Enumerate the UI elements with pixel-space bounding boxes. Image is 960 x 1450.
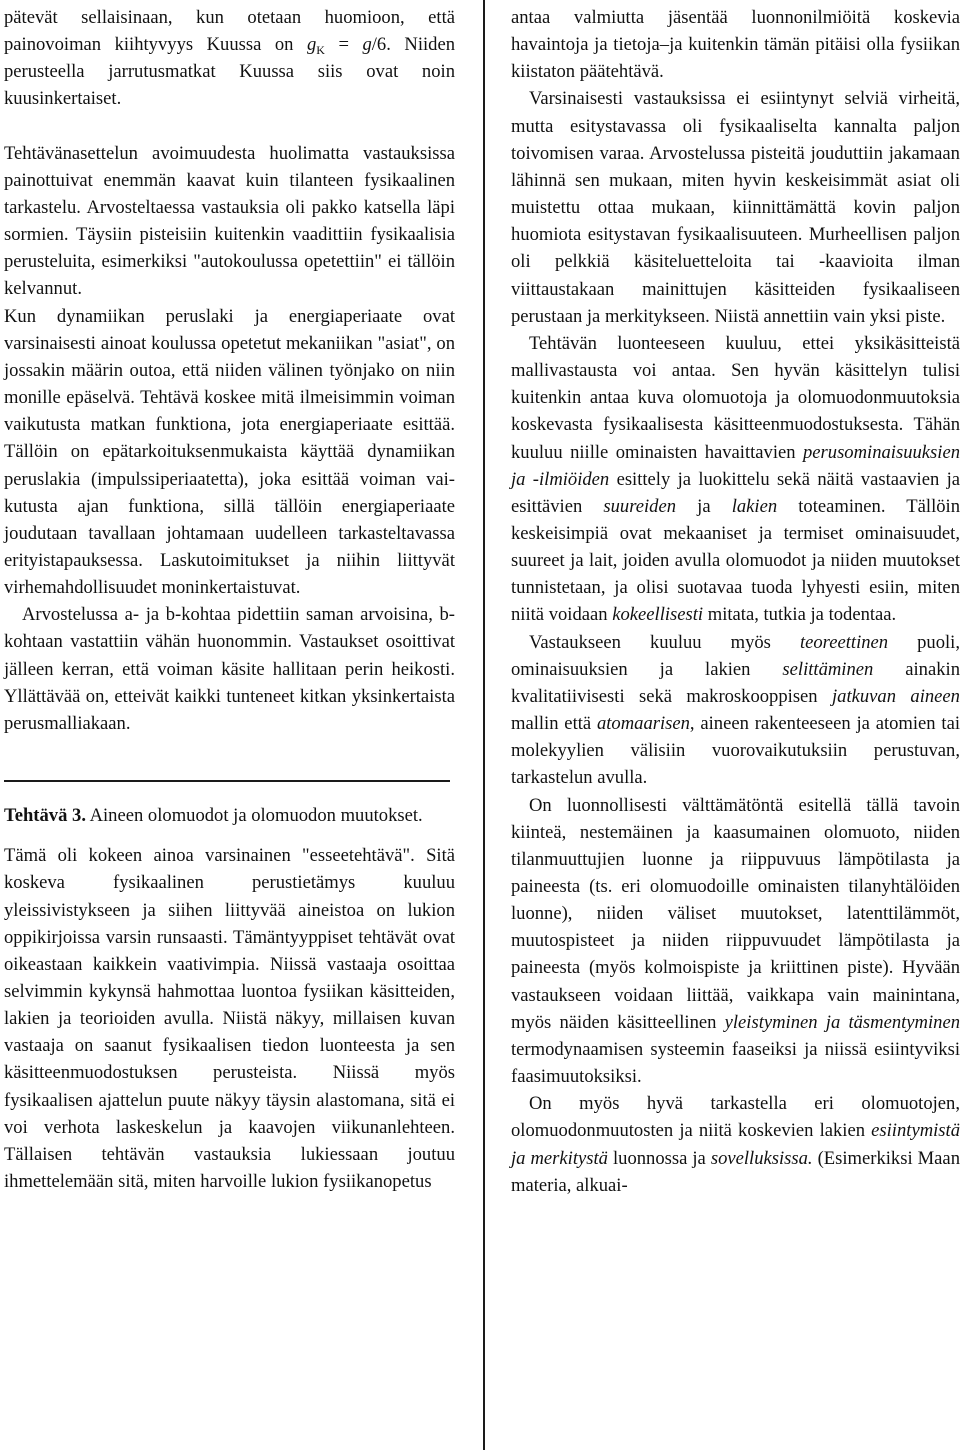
left-column [4,4,455,1195]
section-heading: Tehtävä 3. Aineen olomuodot ja olomuodon muutokset. [4,805,423,827]
paragraph: Tämä oli kokeen ainoa varsinainen "esseetehtävä". Sitä koskeva fysikaalinen perustietämys kuuluu yleissivistykseen ja siihen liittyvää aineistoa on lukion oppikirjoissa varsin runsaasti. Tämäntyyppiset tehtävät ovat oikeastaan kaikkein vaativimpia. Niissä vastaaja osoittaa selvimmin kykynsä hahmottaa luontoa fysiikan käsitteiden, lakien ja teorioiden avulla. Niistä näkyy, millaisen kuvan vastaaja on saanut fysikaalisen tiedon luonteesta ja sen käsitteenmuodostuksen perusteista. Niissä myös fysikaalisen ajattelun puute näkyy täysin alastomana, sitä ei voi verhota laskeskelun ja kaavojen viikunanlehteen. Tällaisen tehtävän vastauksia lukiessaan joutuu ihmettelemään sitä, miten harvoille lukion fysiikanopetus [4,845,455,1193]
paragraph: Tehtävänasettelun avoimuudesta huolimatta vastauksissa painottuivat enemmän kaavat kuin tilanteen fysikaalinen tarkastelu. Arvosteltaessa vastauksia oli pakko katsella läpi sormien. Täysiin pisteisiin kuitenkin vaadittiin fysikaalisia perusteluita, esimerkiksi "autokoulussa opetettiin" ei tällöin kelvannut. [4,142,455,300]
paragraph: Vastaukseen kuuluu myös teoreettinen puoli, ominaisuuksien ja lakien selittäminen ainakin kvalitatiivisesti sekä makroskooppisen jatkuvan aineen mallin että atomaarisen, aineen rakenteeseen ja atomien tai molekyylien välisiin vuorovaikutuksiin perustuvan, tarkastelun avulla. [511,631,960,789]
paragraph: antaa valmiutta jäsentää luonnonilmiöitä koskevia havaintoja ja tietoja–ja kuitenkin tämän pitäisi olla fysiikan kiistaton päätehtävä. [511,7,960,83]
paragraph: Arvostelussa a- ja b-kohtaa pidettiin saman arvoisina, b-kohtaan vastattiin vähän huonommin. Vastaukset osoittivat jälleen kerran, että voiman käsite hallitaan perin heikosti. Yllättävää on, etteivät kaikki tunteneet kitkan yksinkertaista perusmalliakaan. [4,604,455,734]
section-rule [4,780,450,782]
paragraph: Varsinaisesti vastauksissa ei esiintynyt selviä virheitä, mutta esitystavassa oli fysikaaliselta kannalta paljon toivomisen varaa. Arvostelussa pisteitä jouduttiin jakamaan lähinnä sen mukaan, miten hyvin keskeisimmät asiat oli muistettu ottaa mukaan, kiinnittämättä kovin paljon huomiota esitystavan fysikaalisuuteen. Murheellisen paljon oli pelkkiä käsiteluetteloita tai -kaavioita ilman viittaustakaan mainittujen käsitteiden fysikaaliseen perustaan ja merkitykseen. Niistä annettiin vain yksi piste. [511,88,960,327]
paragraph: On luonnollisesti välttämätöntä esitellä tällä tavoin kiinteä, nestemäinen ja kaasumainen olomuoto, niiden tilanmuuttujien luonne ja riippuvuus lämpötilasta ja paineesta (ts. eri olomuodoille ominaisten tilanyhtälöiden luonne), niiden väliset muutokset, latenttilämmöt, muutospisteet ja niiden riippuvuudet lämpötilasta ja paineesta (myös kolmoispiste ja kriittinen piste). Hyvään vastaukseen voidaan liittää, vaikkapa vain mainintana, myös näiden käsitteellinen yleistyminen ja täsmentyminen termodynaamisen systeemin faaseiksi ja niissä esiintyviksi faasimuutoksiksi. [511,794,960,1088]
paragraph: Tehtävän luonteeseen kuuluu, ettei yksikäsitteistä mallivastausta voi antaa. Sen hyvän käsittelyn tulisi kuitenkin antaa kuva olomuotoja ja olomuodonmuutoksia koskevasta fysikaalisesta käsitteenmuodostuksesta. Tähän kuuluu niille ominaisten havaittavien perusominaisuuksien ja -ilmiöiden esittely ja luokittelu sekä näitä vastaavien ja esittävien suureiden ja lakien toteaminen. Tällöin keskeisimpiä ovat mekaaniset ja termiset ominaisuudet, suureet ja lait, joiden avulla olomuodot ja niiden muutokset tunnistetaan, ja olisi suotavaa tuoda lyhyesti esiin, miten niitä voidaan kokeellisesti mitata, tutkia ja todentaa. [511,332,960,626]
right-column [511,4,960,1199]
column-divider [483,0,485,1450]
paragraph: pätevät sellaisinaan, kun otetaan huomioon, että painovoiman kiihtyvyys Kuussa on $g_K = g/6$. Niiden perusteella jarrutusmatkat Kuussa siis ovat noin kuusinkertaiset. [4,7,455,110]
paragraph: On myös hyvä tarkastella eri olomuotojen, olomuodonmuutosten ja niitä koskevien lakien esiintymistä ja merkitystä luonnossa ja sovelluksissa. (Esimerkiksi Maan materia, alkuai- [511,1093,960,1196]
paragraph: Kun dynamiikan peruslaki ja energiaperiaate ovat varsinaisesti ainoat koulussa opetetut mekaniikan "asiat", on jossakin määrin outoa, että niiden välinen työnjako on niin monille epäselvä. Tehtävä koskee mitä ilmeisimmin voiman vaikutusta matkan funktiona, jota energiaperiaate esittää. Tällöin on epätarkoituksenmukaista käyttää dynamiikan peruslakia (impulssiperiaatetta), joka esittää voiman vaikutusta ajan funktiona, sillä tällöin energiaperiaate joudutaan tavallaan johtamaan uudelleen tarkasteltavassa erityistapauksessa. Laskutoimitukset ja niihin liittyvät virhemahdollisuudet moninkertaistuvat. [4,305,455,599]
